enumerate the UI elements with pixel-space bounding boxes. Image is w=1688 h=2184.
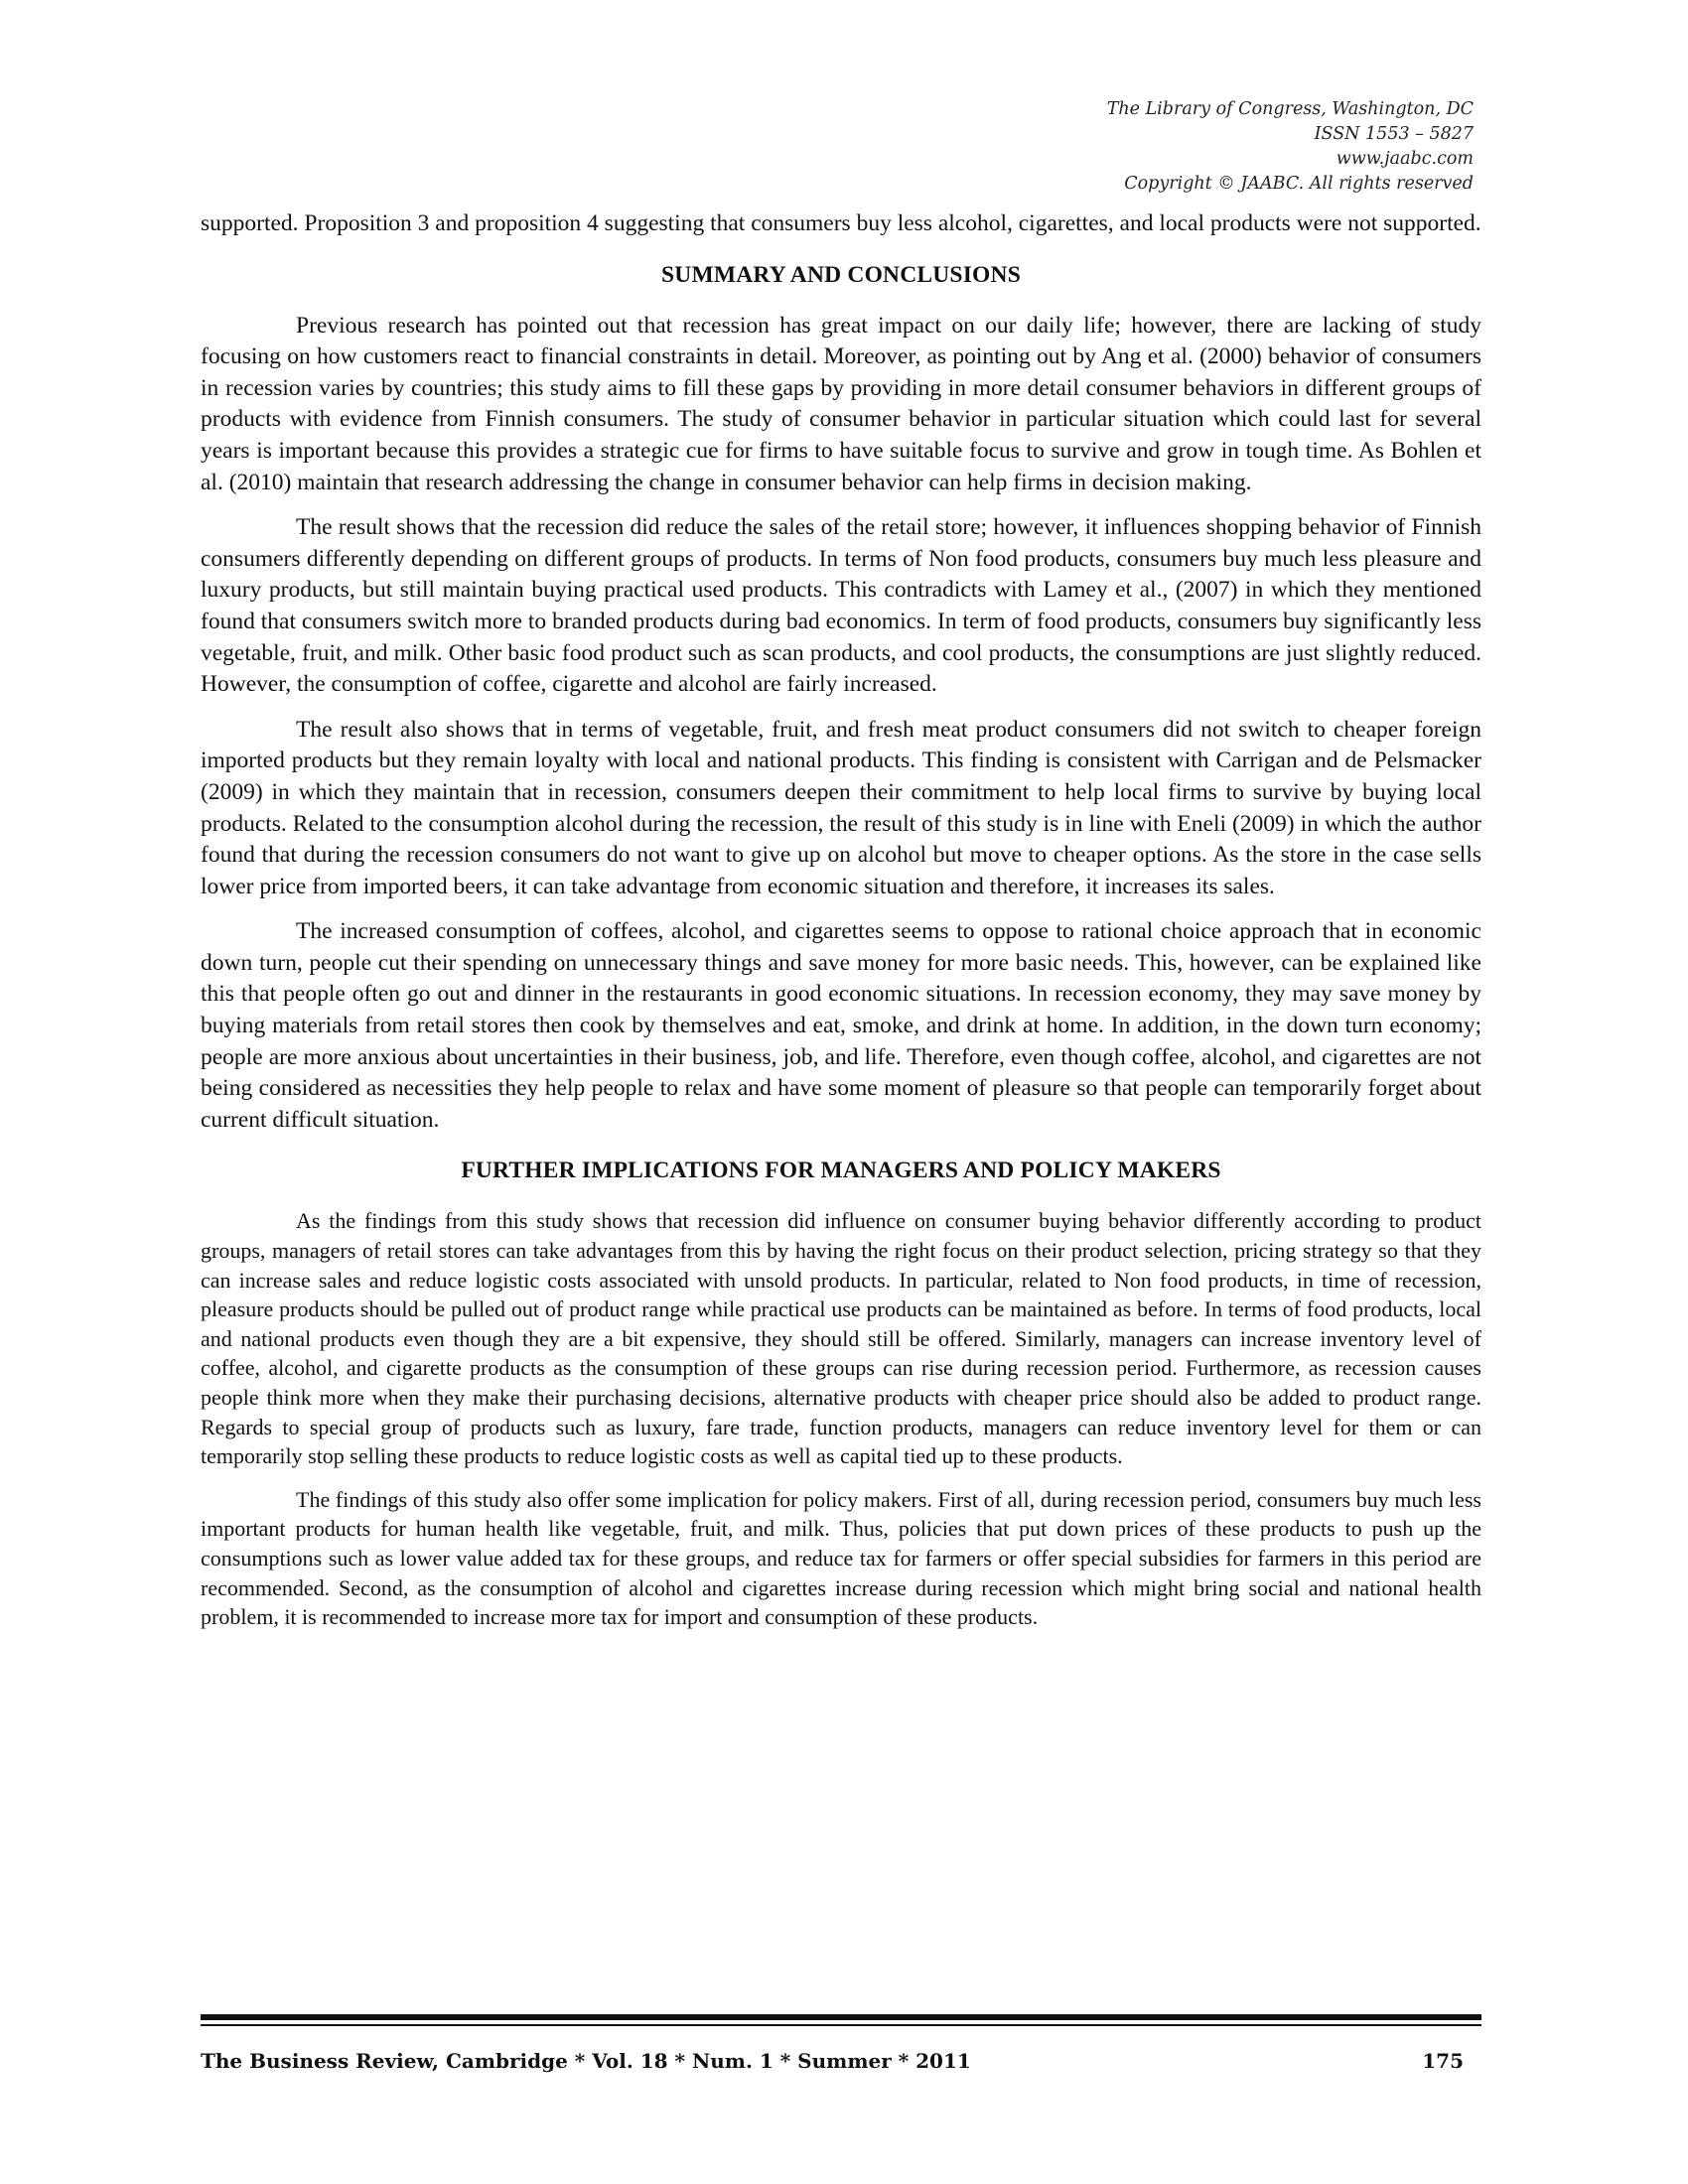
footer-rule-thin: [201, 2024, 1481, 2026]
header-issn: ISSN 1553 – 5827: [1314, 124, 1474, 144]
implications-paragraph-1: As the findings from this study shows that recession did influence on consumer buying behavior differently according to product groups, managers of retail stores can take advantages from this by having the right focus on their product selection, pricing strategy so that they can increase sales and reduce logistic costs associated with unsold products. In particular, related to Non food products, in time of recession, pleasure products should be pulled out of product range while practical use products can be maintained as before. In terms of food products, local and national products even though they are a bit expensive, they should still be offered. Similarly, managers can increase inventory level of coffee, alcohol, and cigarette products as the consumption of these groups can rise during recession period. Furthermore, as recession causes people think more when they make their purchasing decisions, alternative products with cheaper price should also be added to product range. Regards to special group of products such as luxury, fare trade, function products, managers can reduce inventory level for them or can temporarily stop selling these products to reduce logistic costs as well as capital tied up to these products.: [201, 1208, 1481, 1469]
running-header: [778, 97, 1474, 197]
summary-paragraph-2: The result shows that the recession did reduce the sales of the retail store; however, it influences shopping behavior of Finnish consumers differently depending on different groups of products. In terms of Non food products, consumers buy much less pleasure and luxury products, but still maintain buying practical used products. This contradicts with Lamey et al., (2007) in which they mentioned found that consumers switch more to branded products during bad economics. In term of food products, consumers buy significantly less vegetable, fruit, and milk. Other basic food product such as scan products, and cool products, the consumptions are just slightly reduced. However, the consumption of coffee, cigarette and alcohol are fairly increased.: [201, 514, 1481, 698]
summary-paragraph-4: The increased consumption of coffees, alcohol, and cigarettes seems to oppose to rational choice approach that in economic down turn, people cut their spending on unnecessary things and save money for more basic needs. This, however, can be explained like this that people often go out and dinner in the restaurants in good economic situations. In recession economy, they may save money by buying materials from retail stores then cook by themselves and eat, smoke, and drink at home. In addition, in the down turn economy; people are more anxious about uncertainties in their business, job, and life. Therefore, even though coffee, alcohol, and cigarettes are not being considered as necessities they help people to relax and have some moment of pleasure so that people can temporarily forget about current difficult situation.: [201, 918, 1481, 1133]
page-footer: [201, 2049, 1481, 2083]
article-body: [201, 208, 1481, 1646]
header-publisher: The Library of Congress, Washington, DC: [1106, 99, 1474, 119]
footer-rule-thick: [201, 2014, 1481, 2020]
page-number: 175: [1422, 2049, 1464, 2073]
summary-paragraph-3: The result also shows that in terms of vegetable, fruit, and fresh meat product consumers did not switch to cheaper foreign imported products but they remain loyalty with local and national products. This finding is consistent with Carrigan and de Pelsmacker (2009) in which they maintain that in recession, consumers deepen their commitment to help local firms to survive by buying local products. Related to the consumption alcohol during the recession, the result of this study is in line with Eneli (2009) in which the author found that during the recession consumers do not want to give up on alcohol but move to cheaper options. As the store in the case sells lower price from imported beers, it can take advantage from economic situation and therefore, it increases its sales.: [201, 716, 1481, 899]
implications-paragraph-2: The findings of this study also offer some implication for policy makers. First of all, during recession period, consumers buy much less important products for human health like vegetable, fruit, and milk. Thus, policies that put down prices of these products to push up the consumptions such as lower value added tax for these groups, and reduce tax for farmers or offer special subsidies for farmers in this period are recommended. Second, as the consumption of alcohol and cigarettes increase during recession which might bring social and national health problem, it is recommended to increase more tax for import and consumption of these products.: [201, 1486, 1481, 1630]
summary-paragraph-1: Previous research has pointed out that recession has great impact on our daily life; however, there are lacking of study focusing on how customers react to financial constraints in detail. Moreover, as pointing out by Ang et al. (2000) behavior of consumers in recession varies by countries; this study aims to fill these gaps by providing in more detail consumer behaviors in different groups of products with evidence from Finnish consumers. The study of consumer behavior in particular situation which could last for several years is important because this provides a strategic cue for firms to have suitable focus to survive and grow in tough time. As Bohlen et al. (2010) maintain that research addressing the change in consumer behavior can help firms in decision making.: [201, 312, 1481, 495]
section-heading-summary: SUMMARY AND CONCLUSIONS: [661, 261, 1021, 288]
footer-journal-info: The Business Review, Cambridge * Vol. 18 * Num. 1 * Summer * 2011: [201, 2049, 971, 2073]
intro-paragraph: supported. Proposition 3 and proposition 4 suggesting that consumers buy less alcohol, cigarettes, and local products were not supported.: [201, 210, 1481, 236]
section-heading-implications: FURTHER IMPLICATIONS FOR MANAGERS AND POLICY MAKERS: [461, 1158, 1221, 1184]
header-copyright: Copyright © JAABC. All rights reserved: [1124, 174, 1474, 194]
header-website: www.jaabc.com: [1336, 149, 1474, 169]
